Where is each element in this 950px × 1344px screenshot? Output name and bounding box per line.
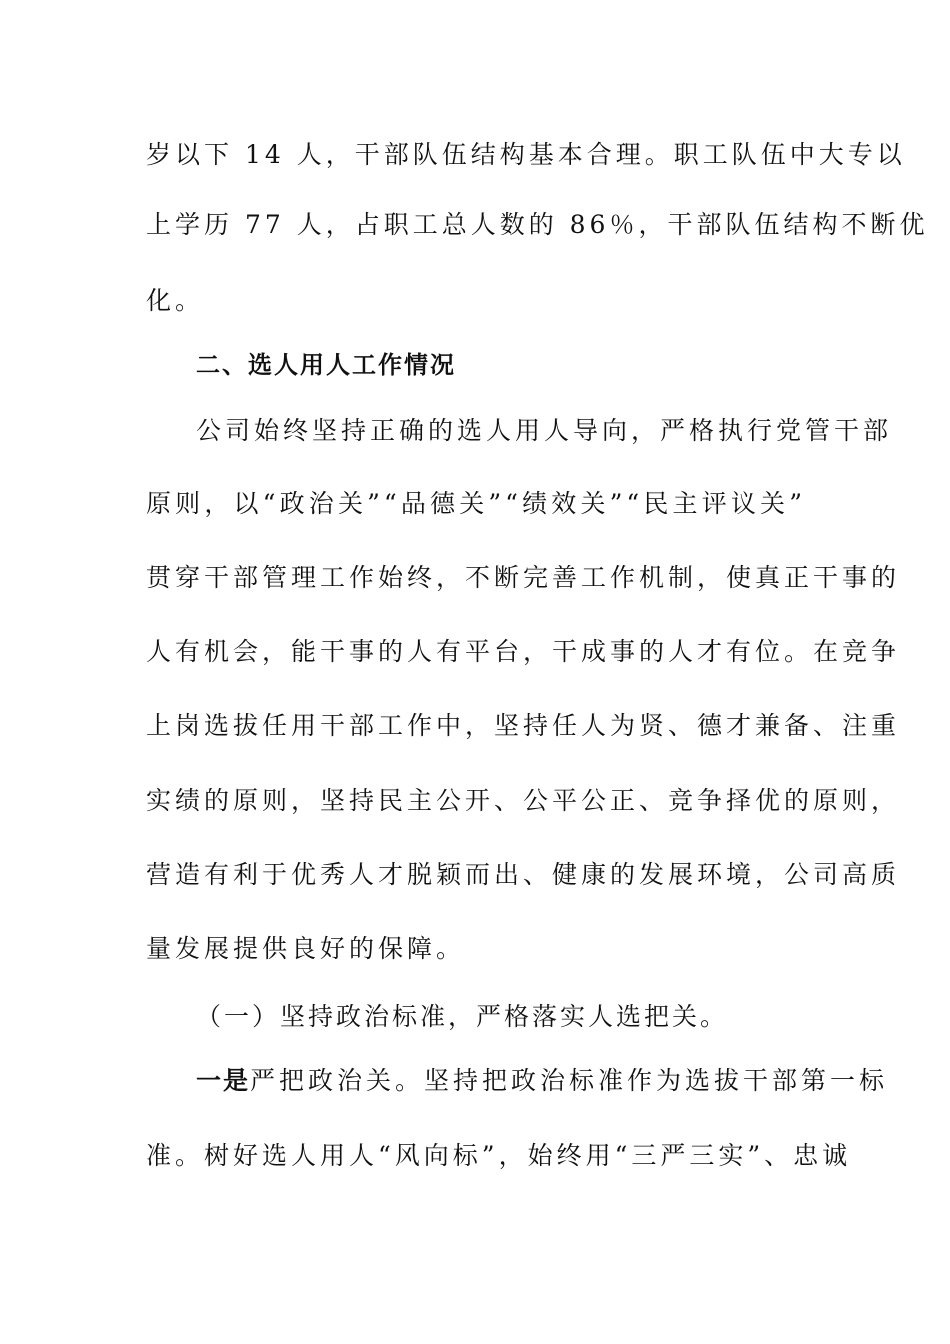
section-heading: 二、选人用人工作情况 xyxy=(196,351,456,379)
paragraph-line-1: 公司始终坚持正确的选人用人导向，严格执行党管干部 xyxy=(196,416,893,445)
point-line-1-text: 严把政治关。坚持把政治标准作为选拔干部第一标 xyxy=(250,1066,889,1095)
paragraph-line-6: 实绩的原则，坚持民主公开、公平公正、竞争择优的原则， xyxy=(146,786,901,815)
body-line-1: 岁以下 14 人，干部队伍结构基本合理。职工队伍中大专以 xyxy=(146,140,906,169)
body-line-3: 化。 xyxy=(146,286,205,315)
point-lead: 一是 xyxy=(196,1066,251,1095)
paragraph-line-3: 贯穿干部管理工作始终，不断完善工作机制，使真正干事的 xyxy=(146,563,901,592)
paragraph-line-4: 人有机会，能干事的人有平台，干成事的人才有位。在竞争 xyxy=(146,637,901,666)
body-line-2: 上学历 77 人，占职工总人数的 86％，干部队伍结构不断优 xyxy=(146,210,929,239)
subheading: （一）坚持政治标准，严格落实人选把关。 xyxy=(196,1002,729,1031)
paragraph-line-7: 营造有利于优秀人才脱颖而出、健康的发展环境，公司高质 xyxy=(146,860,901,889)
paragraph-line-5: 上岗选拔任用干部工作中，坚持任人为贤、德才兼备、注重 xyxy=(146,711,901,740)
point-line-1 xyxy=(196,1064,889,1098)
paragraph-line-2: 原则，以“政治关”“品德关”“绩效关”“民主评议关” xyxy=(146,489,806,518)
paragraph-line-8: 量发展提供良好的保障。 xyxy=(146,934,466,963)
point-line-2: 准。树好选人用人“风向标”，始终用“三严三实”、忠诚 xyxy=(146,1141,852,1170)
